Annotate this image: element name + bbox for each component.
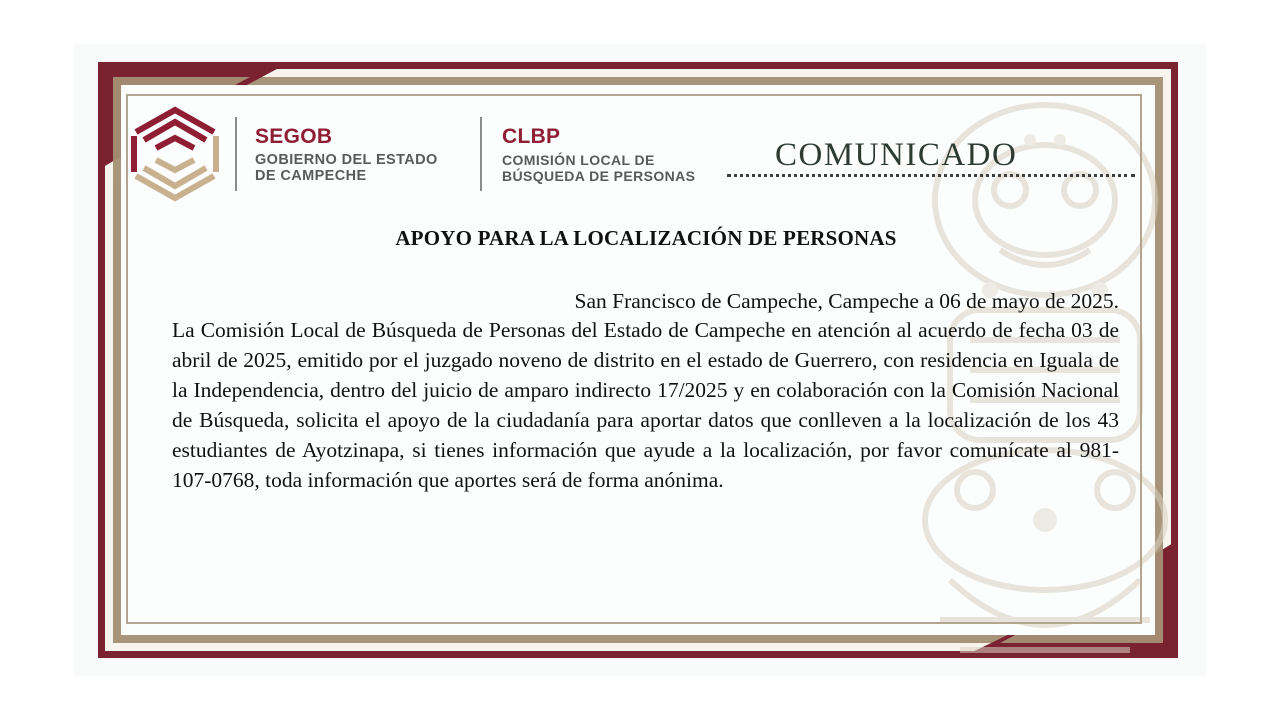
gobierno-mexico-logo-icon bbox=[128, 104, 222, 204]
segob-line2: DE CAMPECHE bbox=[255, 168, 367, 184]
place-date-line: San Francisco de Campeche, Campeche a 06 de mayo de 2025. bbox=[574, 289, 1119, 313]
segob-block bbox=[255, 126, 438, 184]
document-body: La Comisión Local de Búsqueda de Personas del Estado de Campeche en atención al acuerdo de fecha 03 de abril de 2025, emitido por el juzgado noveno de distrito en el estado de Guerrero, con residencia en Iguala de la Independencia, dentro del juicio de amparo indirecto 17/2025 y en colaboración con la Comisión Nacional de Búsqueda, solicita el apoyo de la ciudadanía para aportar datos que conlleven a la localización de los 43 estudiantes de Ayotzinapa, si tienes información que ayude a la localización, por favor comunícate al 981-107-0768, toda información que aportes será de forma anónima. bbox=[172, 318, 1119, 493]
header-divider bbox=[480, 117, 482, 191]
comunicado-label: COMUNICADO bbox=[775, 137, 1018, 173]
clbp-line1: COMISIÓN LOCAL DE bbox=[502, 152, 655, 168]
header-divider bbox=[235, 117, 237, 191]
segob-subtitle bbox=[255, 152, 438, 184]
clbp-subtitle bbox=[502, 152, 695, 184]
dotted-rule bbox=[727, 174, 1135, 177]
segob-line1: GOBIERNO DEL ESTADO bbox=[255, 152, 438, 168]
clbp-block bbox=[502, 126, 695, 184]
clbp-acronym: CLBP bbox=[502, 125, 561, 148]
document-title: APOYO PARA LA LOCALIZACIÓN DE PERSONAS bbox=[395, 226, 897, 250]
clbp-line2: BÚSQUEDA DE PERSONAS bbox=[502, 168, 696, 184]
segob-acronym: SEGOB bbox=[255, 125, 333, 148]
